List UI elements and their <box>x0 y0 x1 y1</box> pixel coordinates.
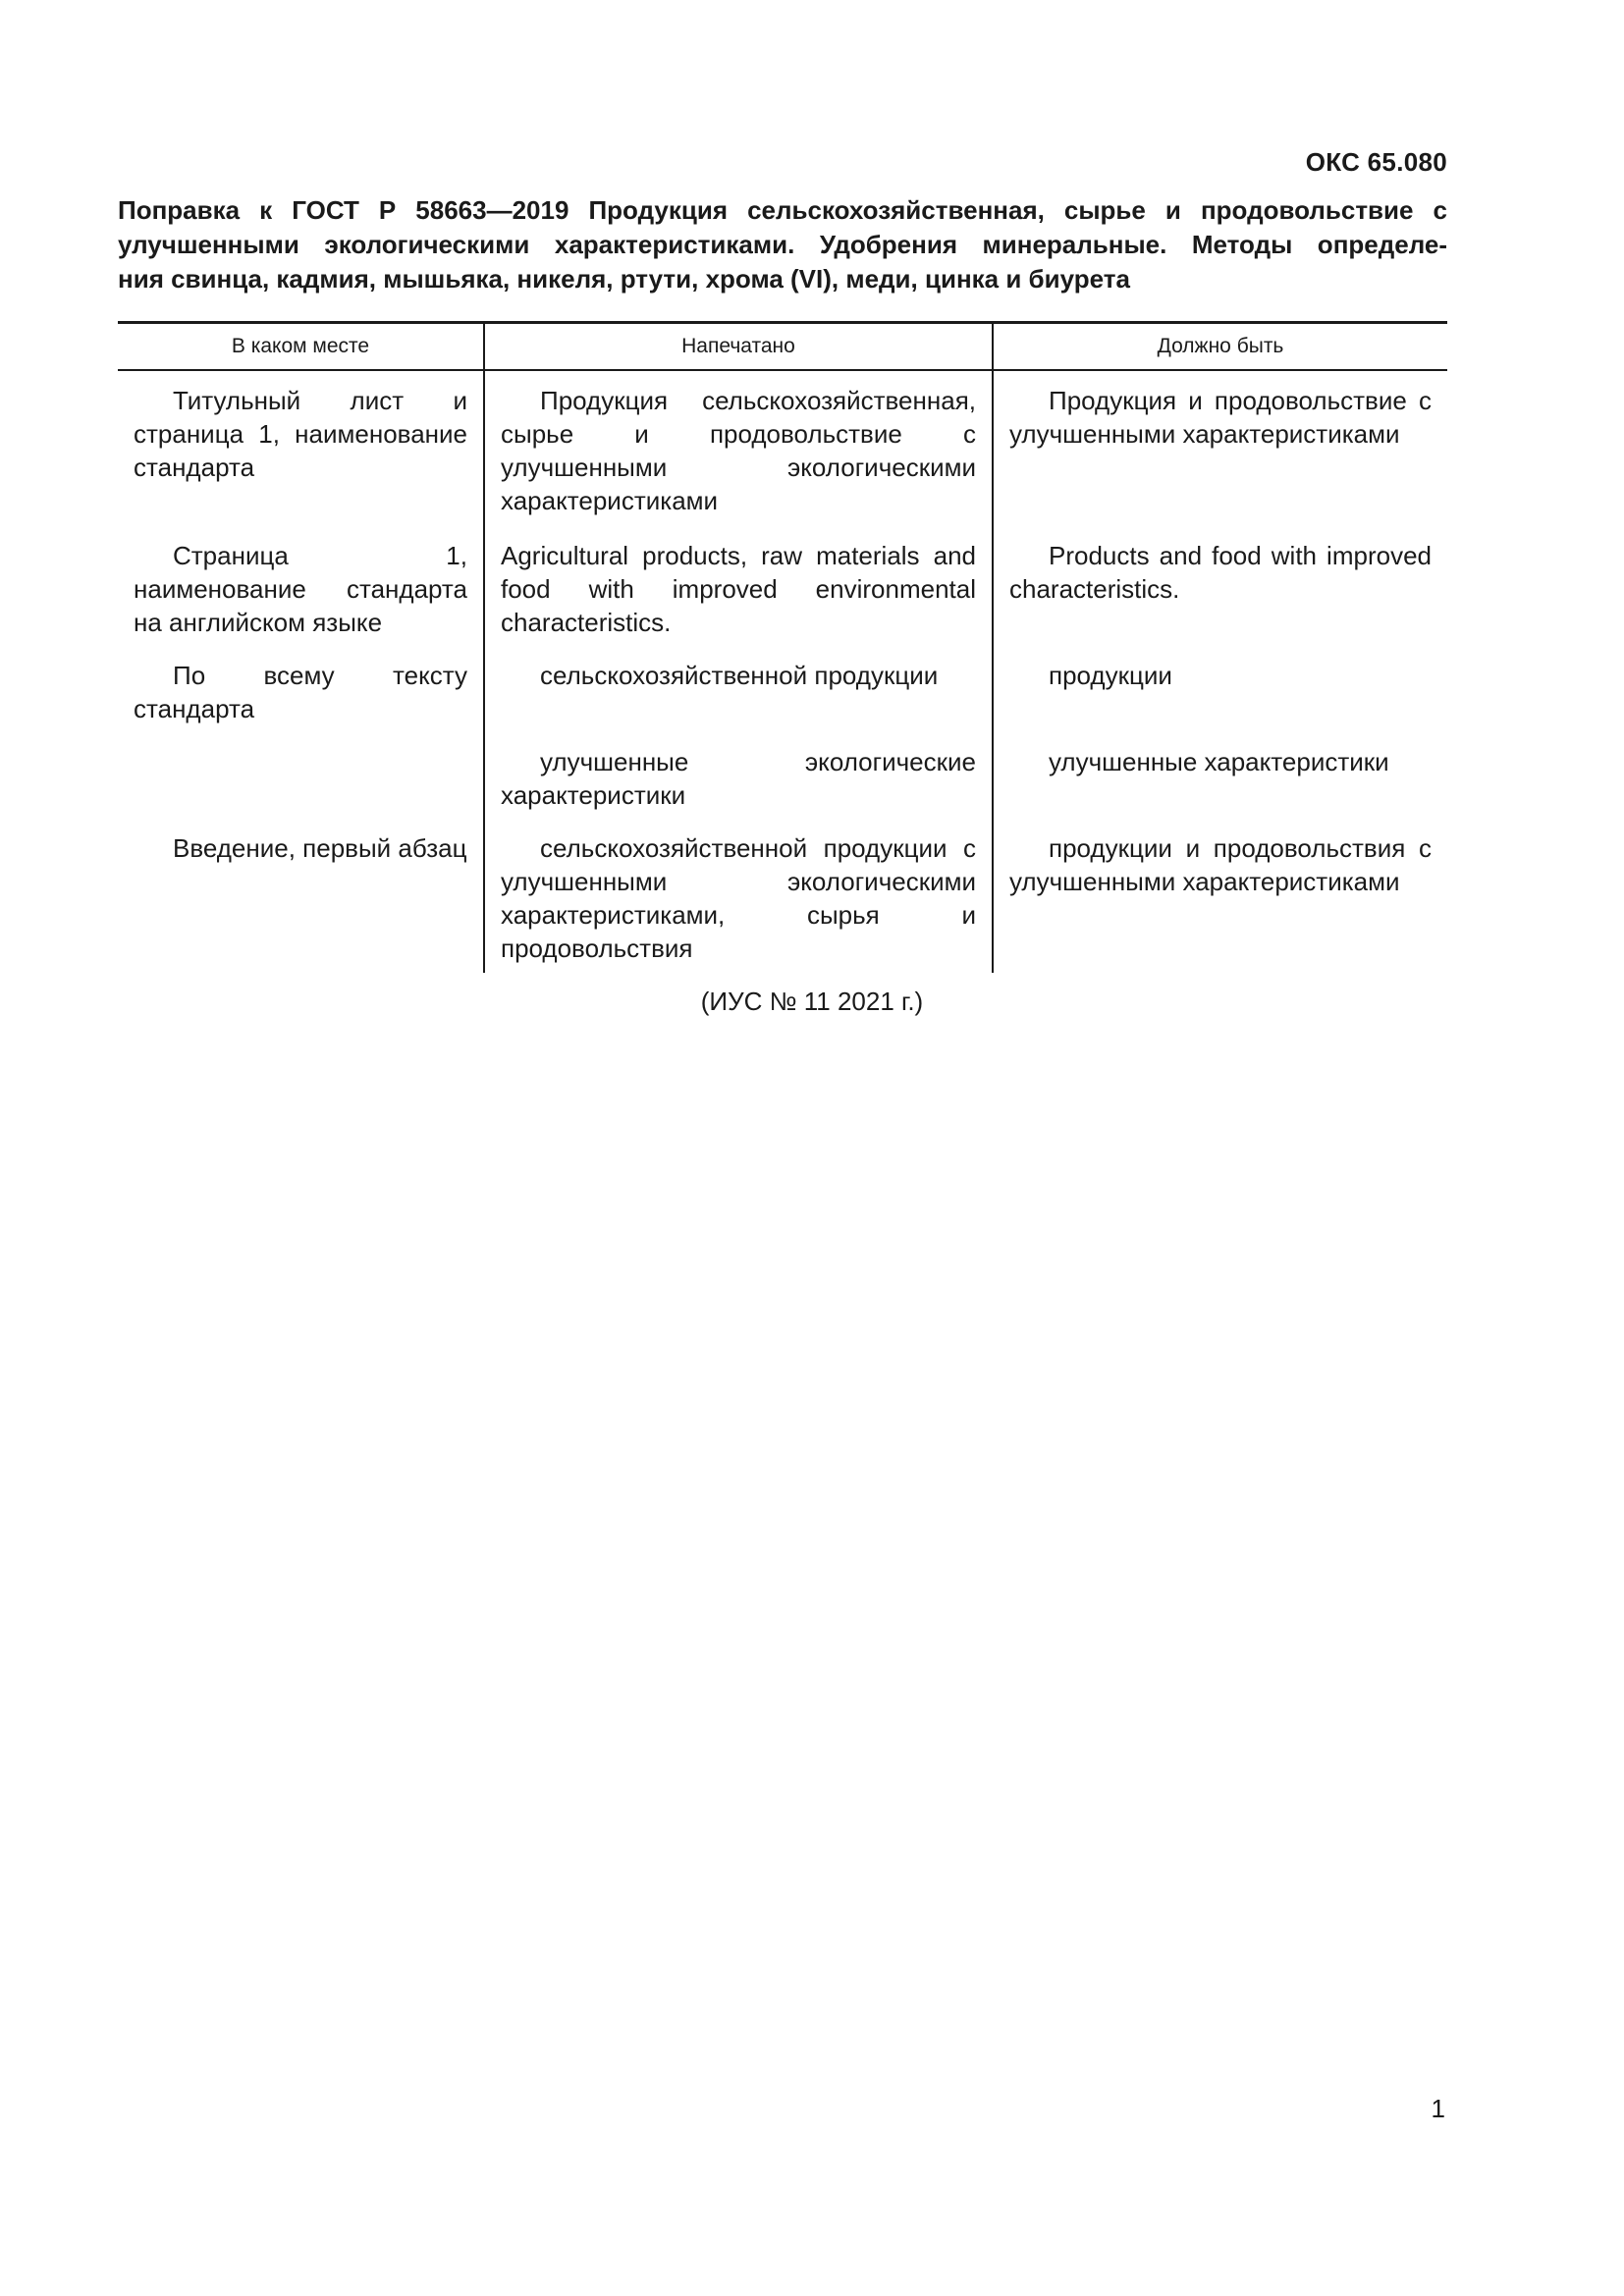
cell-where: Введение, первый абзац <box>173 833 467 863</box>
table-row <box>118 370 1447 535</box>
header-where: В каком месте <box>118 323 484 371</box>
cell-should-be: улучшенные характеристики <box>993 741 1447 828</box>
cell-where: По всему тексту стандарта <box>134 661 467 723</box>
cell-should-be: продукции <box>993 655 1447 741</box>
ius-reference: (ИУС № 11 2021 г.) <box>700 987 924 1016</box>
cell-should-be: Продукция и продовольствие с улучшенными характеристиками <box>993 370 1447 535</box>
table-row <box>118 828 1447 973</box>
table-header-row <box>118 323 1447 371</box>
page-number: 1 <box>1431 2094 1445 2123</box>
cell-printed: Agricultural products, raw materials and food with improved environmental characteristics. <box>484 535 993 655</box>
cell-printed: Продукция сельскохозяйственная, сырье и продовольствие с улучшенными экологическими характеристиками <box>484 370 993 535</box>
title-line: улучшенными экологическими характеристиками. Удобрения минеральные. Методы определе- <box>118 230 1447 259</box>
document-title <box>118 193 1447 296</box>
cell-where: Титульный лист и страница 1, наименование стандарта <box>134 386 467 482</box>
table-row <box>118 655 1447 741</box>
title-line: ния свинца, кадмия, мышьяка, никеля, ртути, хрома (VI), меди, цинка и биурета <box>118 264 1130 294</box>
cell-should-be: Products and food with improved characteristics. <box>993 535 1447 655</box>
cell-printed: сельскохозяйственной продукции с улучшенными экологическими характеристиками, сырья и продовольствия <box>484 828 993 973</box>
header-printed: Напечатано <box>484 323 993 371</box>
table-row <box>118 741 1447 828</box>
table-row <box>118 535 1447 655</box>
cell-should-be: продукции и продовольствия с улучшенными характеристиками <box>993 828 1447 973</box>
cell-where <box>118 741 484 828</box>
cell-where: Страница 1, наименование стандарта на английском языке <box>134 541 467 637</box>
title-line: Поправка к ГОСТ Р 58663—2019 Продукция сельскохозяйственная, сырье и продовольствие с <box>118 195 1447 225</box>
header-should-be: Должно быть <box>993 323 1447 371</box>
classification-code: ОКС 65.080 <box>1305 147 1447 177</box>
corrections-table <box>118 321 1447 973</box>
cell-printed: улучшенные экологические характеристики <box>484 741 993 828</box>
cell-printed: сельскохозяйственной продукции <box>484 655 993 741</box>
